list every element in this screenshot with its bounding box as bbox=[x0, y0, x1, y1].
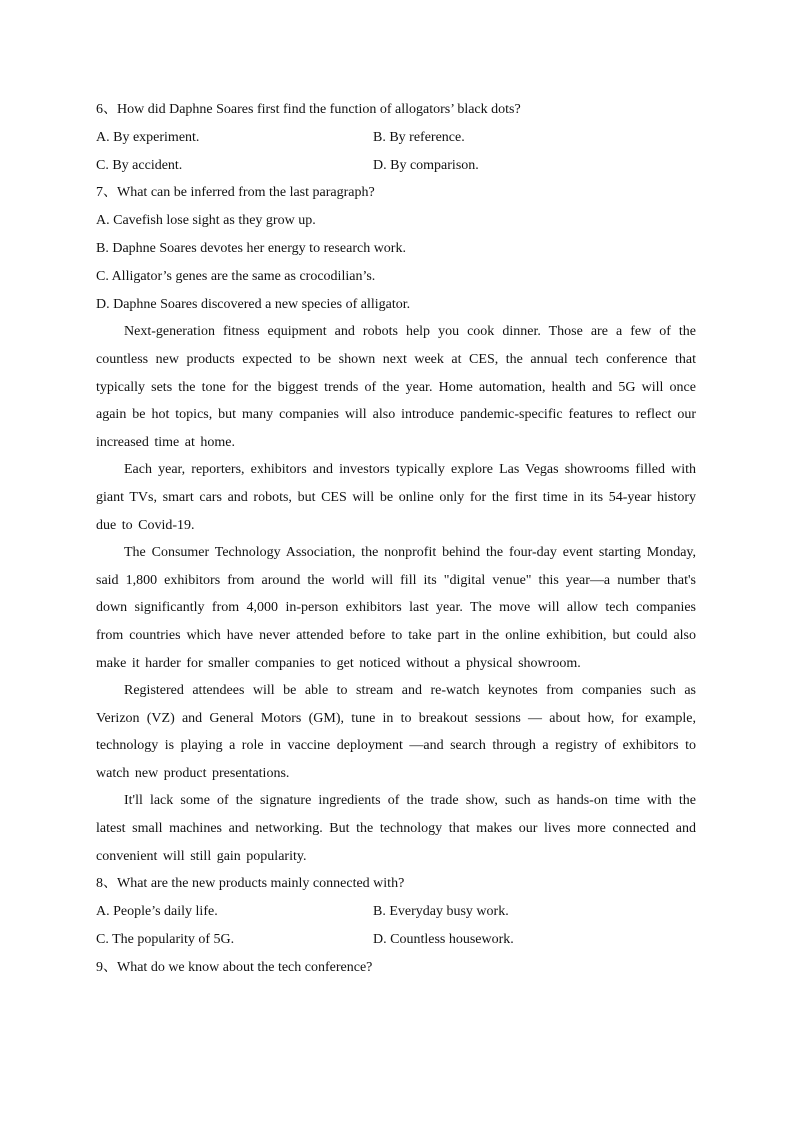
question-8-option-b: B. Everyday busy work. bbox=[373, 904, 509, 920]
question-6-options-row-2 bbox=[96, 152, 696, 180]
question-8-option-d: D. Countless housework. bbox=[373, 931, 514, 947]
question-7-option-b: B. Daphne Soares devotes her energy to research work. bbox=[96, 240, 406, 256]
question-8-options-row-2 bbox=[96, 926, 696, 954]
document-content bbox=[96, 96, 696, 981]
question-7-option-d: D. Daphne Soares discovered a new species of alligator. bbox=[96, 296, 411, 312]
passage-paragraph-5: It'll lack some of the signature ingredients of the trade show, such as hands-on time with the latest small machines and networking. But the technology that makes our lives more connected and convenient will still gain popularity. bbox=[96, 793, 696, 864]
question-6-option-d: D. By comparison. bbox=[373, 157, 479, 173]
question-6-option-b: B. By reference. bbox=[373, 129, 465, 145]
question-7-stem: 7、What can be inferred from the last paragraph? bbox=[96, 185, 375, 201]
question-8-options-row-1 bbox=[96, 898, 696, 926]
question-6-stem: 6、How did Daphne Soares first find the function of allogators’ black dots? bbox=[96, 102, 521, 117]
question-7-option-c: C. Alligator’s genes are the same as crocodilian’s. bbox=[96, 268, 376, 284]
question-8-option-a: A. People’s daily life. bbox=[96, 904, 218, 920]
reading-passage bbox=[96, 318, 696, 870]
passage-paragraph-1: Next-generation fitness equipment and robots help you cook dinner. Those are a few of the countless new products expected to be shown next week at CES, the annual tech conference that typically sets the tone for the biggest trends of the year. Home automation, health and 5G will once again be hot topics, but many companies will also introduce pandemic-specific features to reflect our increased time at home. bbox=[96, 324, 696, 450]
question-9-stem: 9、What do we know about the tech conference? bbox=[96, 959, 373, 975]
passage-paragraph-2: Each year, reporters, exhibitors and investors typically explore Las Vegas showrooms filled with giant TVs, smart cars and robots, but CES will be online only for the first time in its 54-year history due to Covid-19. bbox=[96, 462, 696, 533]
passage-paragraph-3: The Consumer Technology Association, the nonprofit behind the four-day event starting Monday, said 1,800 exhibitors from around the world will fill its "digital venue" this year—a number that's down significantly from 4,000 in-person exhibitors last year. The move will allow tech companies from countries which have never attended before to take part in the online exhibition, but could also make it harder for smaller companies to get noticed without a physical showroom. bbox=[96, 545, 696, 671]
question-8-option-c: C. The popularity of 5G. bbox=[96, 931, 235, 947]
question-7-option-a: A. Cavefish lose sight as they grow up. bbox=[96, 213, 316, 229]
question-6-options-row-1 bbox=[96, 124, 696, 152]
question-6-option-c: C. By accident. bbox=[96, 157, 183, 173]
passage-paragraph-4: Registered attendees will be able to stream and re-watch keynotes from companies such as Verizon (VZ) and General Motors (GM), tune in to breakout sessions — about how, for example, technology is playing a role in vaccine deployment —and search through a registry of exhibitors to watch new product presentations. bbox=[96, 683, 696, 781]
question-8-stem: 8、What are the new products mainly connected with? bbox=[96, 876, 405, 892]
question-6-option-a: A. By experiment. bbox=[96, 129, 200, 145]
